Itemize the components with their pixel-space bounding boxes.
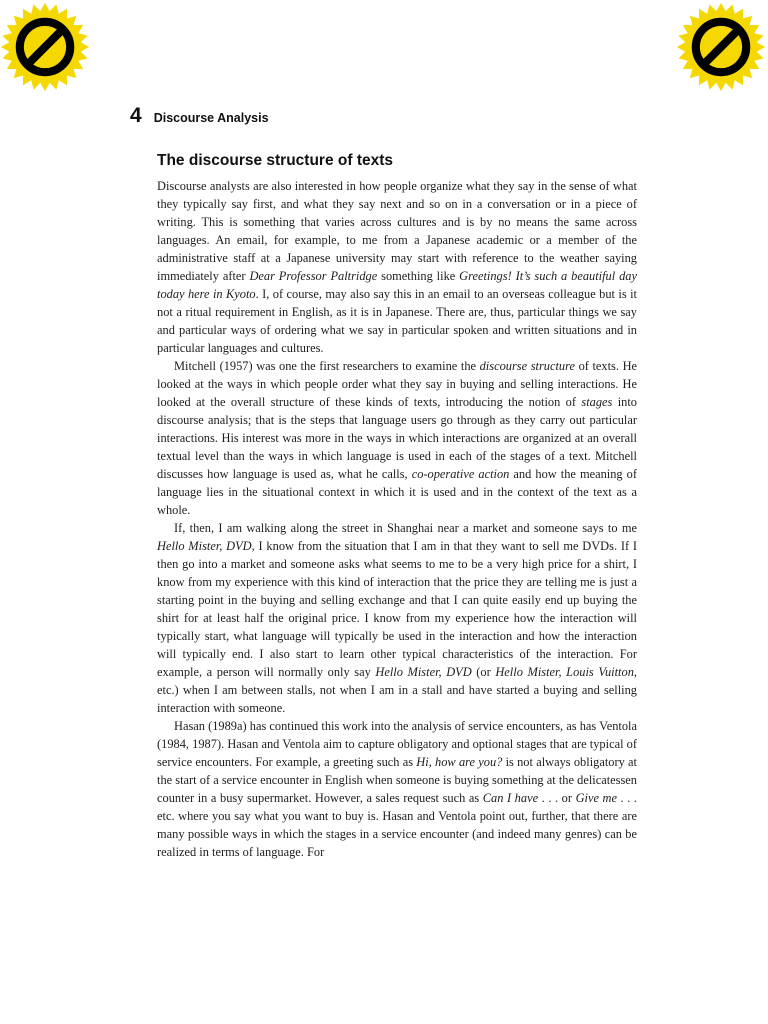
body-text bbox=[157, 177, 637, 861]
italic-text: stages bbox=[581, 395, 613, 409]
text-run: If, then, I am walking along the street in Shanghai near a market and someone says to me bbox=[174, 521, 637, 535]
text-run: (or bbox=[471, 665, 496, 679]
text-run: something like bbox=[377, 269, 460, 283]
text-run: . . . or bbox=[538, 791, 576, 805]
text-run: of texts. He looked at the ways in which people order what they say in buying and selling interactions. He looked at the overall structure of these kinds of texts, introducing the notion of bbox=[157, 359, 638, 409]
section-title: The discourse structure of texts bbox=[157, 152, 394, 169]
no-entry-badge-icon bbox=[676, 2, 766, 92]
italic-text: Give me bbox=[575, 791, 617, 805]
chapter-number: 4 bbox=[130, 104, 142, 127]
paragraph bbox=[157, 177, 637, 357]
no-entry-badge-icon bbox=[0, 2, 90, 92]
text-run: Hasan (1989a) has continued this work into the analysis of service encounters, as has Ventola (1984, 1987). Hasan and Ventola aim to capture obligatory and optional stages that are typical of service encounters. For example, a greeting such as bbox=[157, 719, 637, 769]
text-run: . I, of course, may also say this in an email to an overseas colleague but is it not a ritual requirement in English, as it is in Japanese. There are, thus, particular things we say and particular ways of ordering what we say in particular spoken and written situations and in particular languages and cultures. bbox=[157, 287, 637, 355]
italic-text: Hello Mister, Louis Vuitton bbox=[495, 665, 634, 679]
italic-text: Can I have bbox=[482, 791, 539, 805]
italic-text: Greetings! It’s such a beautiful day today here in Kyoto bbox=[157, 269, 637, 301]
paragraph bbox=[157, 717, 637, 861]
text-run: . . . etc. where you say what you want to buy is. Hasan and Ventola point out, further, that there are many possible ways in which the stages in a service encounter (and indeed many genres) can be realized in terms of language. For bbox=[157, 791, 637, 859]
chapter-title: Discourse Analysis bbox=[153, 111, 269, 125]
text-run: , I know from the situation that I am in that they want to sell me DVDs. If I then go into a market and someone asks what seems to me to be a very high price for a shirt, I know from my experience with this kind of interaction that the price they are telling me is just a starting point in the buying and selling exchange and that I can quite easily end up buying the shirt for at least half the original price. I know from my experience how the interaction will typically start, what language will typically be used in the interaction and how the interaction will typically end. I also start to learn other typical characteristics of the interaction. For example, a person will normally only say bbox=[157, 539, 637, 679]
text-run: into discourse analysis; that is the steps that language users go through as they carry out particular interactions. His interest was more in the ways in which interactions are organized at an overall textual level than the ways in which language is used in each of the stages of a text. Mitchell discusses how language is used as, what he calls, bbox=[157, 395, 638, 481]
text-run: and how the meaning of language lies in the situational context in which it is used and in the context of the text as a whole. bbox=[157, 467, 638, 517]
chapter-header bbox=[130, 104, 269, 128]
italic-text: Hello Mister, DVD bbox=[375, 665, 472, 679]
text-run: Discourse analysts are also interested in how people organize what they say in the sense of what they typically say first, and what they say next and so on in a conversation or in a piece of writing. This is something that varies across cultures and is by no means the same across languages. An email, for example, to me from a Japanese academic or a member of the administrative staff at a Japanese university may start with reference to the weather saying immediately after bbox=[157, 179, 637, 283]
italic-text: co-operative action bbox=[411, 467, 510, 481]
italic-text: Hi, how are you? bbox=[416, 755, 503, 769]
text-run: , etc.) when I am between stalls, not when I am in a stall and have started a buying and selling interaction with someone. bbox=[157, 665, 637, 715]
paragraph bbox=[157, 519, 637, 717]
text-run: is not always obligatory at the start of a service encounter in English when someone is buying something at the delicatessen counter in a busy supermarket. However, a sales request such as bbox=[157, 755, 637, 805]
italic-text: Hello Mister, DVD bbox=[157, 539, 252, 553]
paragraph bbox=[157, 357, 637, 519]
italic-text: discourse structure bbox=[479, 359, 575, 373]
italic-text: Dear Professor Paltridge bbox=[249, 269, 378, 283]
text-run: Mitchell (1957) was one the first researchers to examine the bbox=[174, 359, 480, 373]
